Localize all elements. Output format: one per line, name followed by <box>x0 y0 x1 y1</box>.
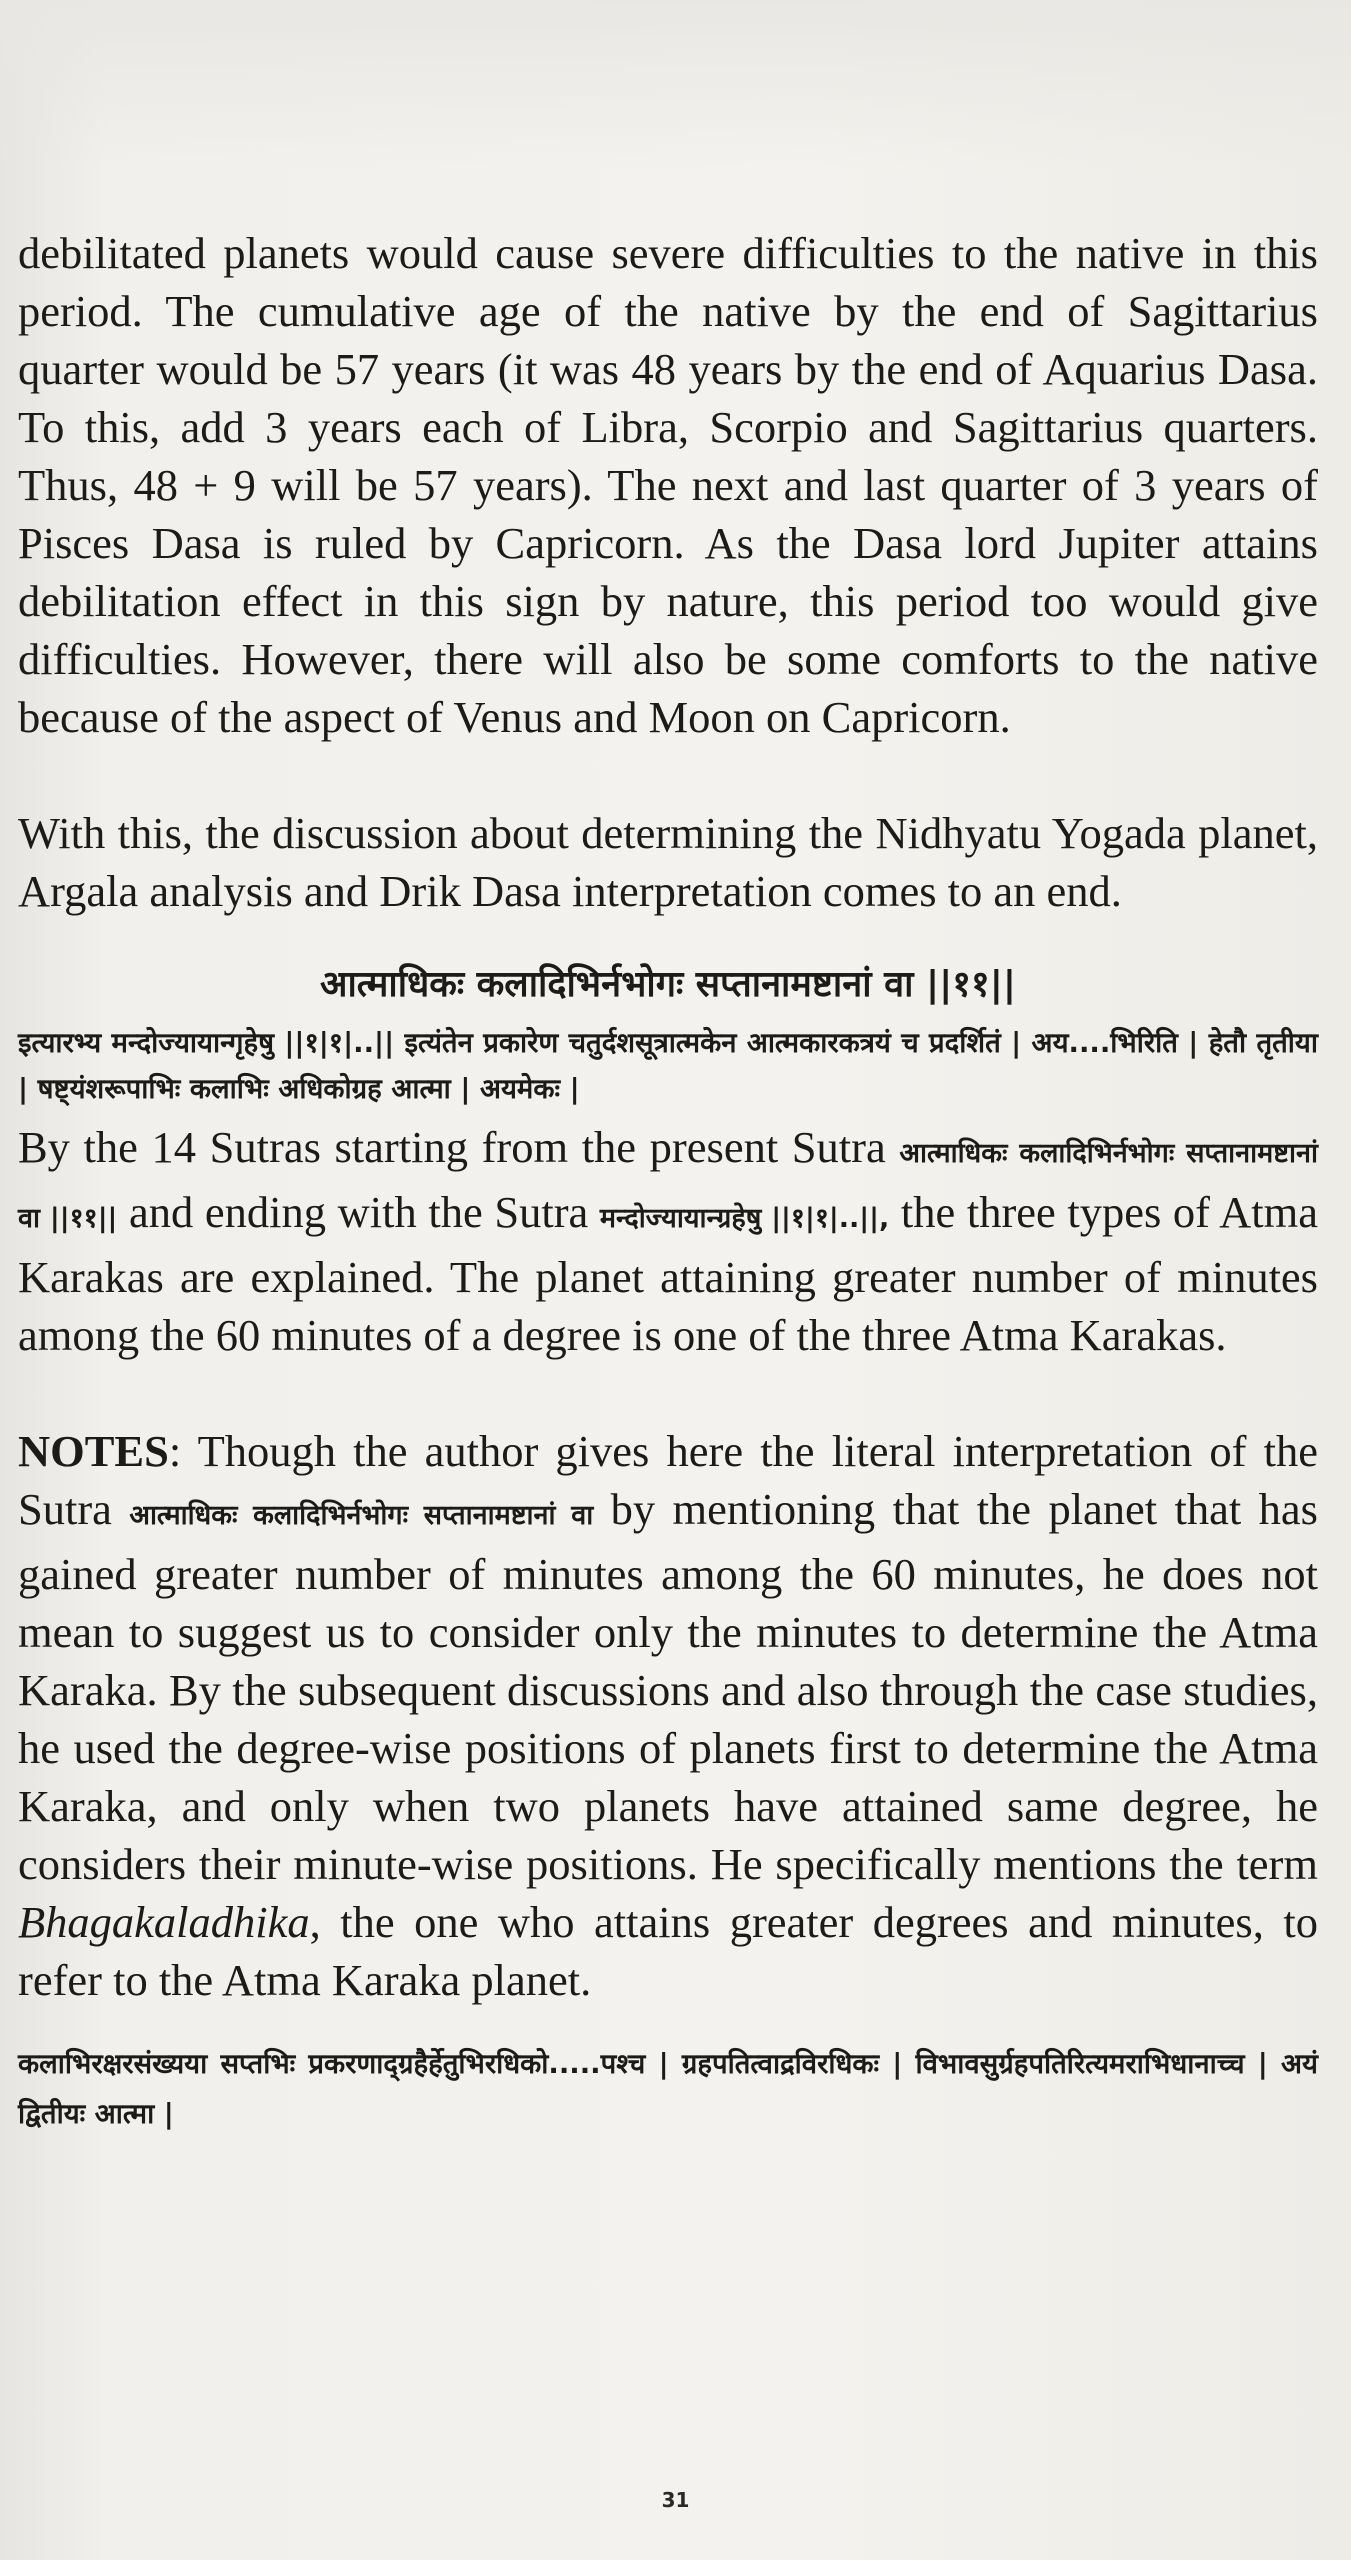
notes-text-1: : Though the author gives here the literal interpretation of the Sutra <box>18 1426 1318 1534</box>
paragraph-explanation <box>18 1118 1318 1364</box>
notes-label: NOTES <box>18 1426 169 1476</box>
notes-term: Bhagakaladhika <box>18 1897 310 1947</box>
explanation-text-2: and ending with the Sutra <box>129 1187 589 1237</box>
page-content <box>18 224 1318 2139</box>
explanation-text-3: the three types of Atma Karakas are explained. The planet attaining greater number of minutes among the 60 minutes of a degree is one of the three Atma Karakas. <box>18 1187 1319 1360</box>
explanation-sutra-end-inline: मन्दोज्यायान्ग्रहेषु ||१|१|..||, <box>599 1203 890 1234</box>
sanskrit-commentary: इत्यारभ्य मन्दोज्यायान्गृहेषु ||१|१|..|| इत्यंतेन प्रकारेण चतुर्दशसूत्रात्मकेन आत्मकारकत्रयं च प्रदर्शितं | अय....भिरिति | हेतौ तृतीया | षष्ट्यंशरूपाभिः कलाभिः अधिकोग्रह आत्मा | अयमेकः | <box>18 1027 1318 1105</box>
explanation-text-1: By the 14 Sutras starting from the present Sutra <box>18 1122 886 1172</box>
paragraph-notes <box>18 1422 1318 2009</box>
paragraph-pisces-dasa: debilitated planets would cause severe difficulties to the native in this period. The cumulative age of the native by the end of Sagittarius quarter would be 57 years (it was 48 years by the end of Aquarius Dasa. To this, add 3 years each of Libra, Scorpio and Sagittarius quarters. Thus, 48 + 9 will be 57 years). The next and last quarter of 3 years of Pisces Dasa is ruled by Capricorn. As the Dasa lord Jupiter attains debilitation effect in this sign by nature, this period too would give difficulties. However, there will also be some comforts to the native because of the aspect of Venus and Moon on Capricorn. <box>18 228 1318 742</box>
sutra-heading: आत्माधिकः कलादिभिर्नभोगः सप्तानामष्टानां वा ||११|| <box>319 964 1016 1005</box>
paragraph-conclusion: With this, the discussion about determining the Nidhyatu Yogada planet, Argala analysis and Drik Dasa interpretation comes to an end. <box>18 808 1318 916</box>
notes-sutra-inline: आत्माधिकः कलादिभिर्नभोगः सप्तानामष्टानां वा <box>129 1500 594 1531</box>
sanskrit-closing: कलाभिरक्षरसंख्यया सप्तभिः प्रकरणाद्ग्रहैर्हेतुभिरधिको.....पश्च | ग्रहपतित्वाद्रविरधिकः | विभावसुर्ग्रहपतिरित्यमराभिधानाच्च | अयं द्वितीयः आत्मा | <box>18 2048 1318 2130</box>
notes-text-2: by mentioning that the planet that has gained greater number of minutes among the 60 minutes, he does not mean to suggest us to consider only the minutes to determine the Atma Karaka. By the subsequent discussions and also through the case studies, he used the degree-wise positions of planets first to determine the Atma Karaka, and only when two planets have attained same degree, he considers their minute-wise positions. He specifically mentions the term <box>18 1484 1318 1889</box>
notes-text-3: , the one who attains greater degrees and minutes, to refer to the Atma Karaka planet. <box>18 1897 1318 2005</box>
page-shadow <box>0 0 1351 170</box>
explanation-sutra-inline: आत्माधिकः कलादिभिर्नभोगः सप्तानामष्टानां वा ||११|| <box>18 1138 1319 1234</box>
page-number: 31 <box>661 2488 690 2512</box>
